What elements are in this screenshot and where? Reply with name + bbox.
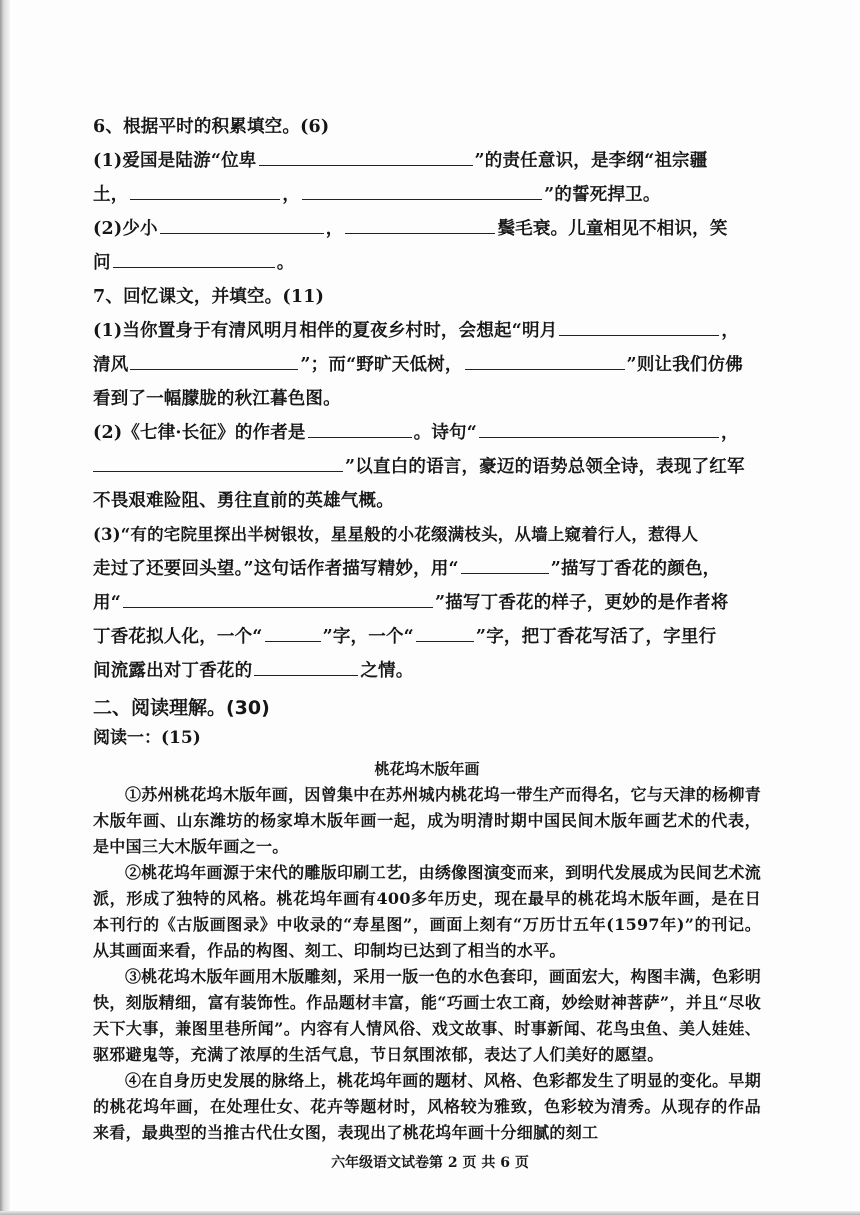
article-paragraph: ③桃花坞木版年画用木版雕刻，采用一版一色的水色套印，画面宏大，构图丰满，色彩明快，刻版精细，富有装饰性。作品题材丰富，能“巧画士农工商，妙绘财神菩萨”，并且“尽收天下大事，兼图里巷所闻”。内容有人情风俗、戏文故事、时事新闻、花鸟虫鱼、美人娃娃、驱邪避鬼等，充满了浓厚的生活气息，节日氛围浓郁，表达了人们美好的愿望。 [93,967,761,1064]
q6-text: (1)爱国是陆游“位卑 [93,151,257,171]
q7-title [93,280,761,314]
q7-line-2 [93,348,761,382]
q6-text: ， [325,219,344,239]
q7-line-6 [93,484,761,518]
q7-text: ”；而“野旷天低树， [300,355,463,375]
q6-text: 土， [93,185,129,205]
q7-line-7 [93,518,761,552]
answer-blank[interactable] [461,553,549,574]
q7-line-9 [93,586,761,620]
q7-text: (3)“有的宅院里探出半树银妆，星星般的小花缀满枝头，从墙上窥着行人，惹得人 [93,525,699,544]
q7-line-3 [93,382,761,416]
q6-text: 鬓毛衰。儿童相见不相识，笑 [497,219,728,239]
answer-blank[interactable] [160,213,324,234]
answer-blank[interactable] [345,213,495,234]
q7-text: ， [721,423,739,443]
answer-blank[interactable] [465,349,625,370]
answer-blank[interactable] [308,417,412,438]
article-paragraph: ①苏州桃花坞木版年画，因曾集中在苏州城内桃花坞一带生产而得名，它与天津的杨柳青木版年画、山东潍坊的杨家埠木版年画一起，成为明清时期中国民间木版年画艺术的代表，是中国三大木版年画之一。 [93,785,761,856]
page-footer: 六年级语文试卷第 2 页 共 6 页 [331,1155,529,1171]
q7-text: ”描写丁香花的颜色， [550,559,721,579]
answer-blank[interactable] [130,349,298,370]
q7-line-5 [93,450,761,484]
q7-line-8 [93,552,761,586]
q6-text: 。 [276,253,295,273]
q7-text: 不畏艰难险阻、勇往直前的英雄气概。 [93,491,394,511]
q7-text: ”字，一个“ [322,627,414,647]
q7-text: 。诗句“ [413,423,478,443]
answer-blank[interactable] [259,145,473,166]
answer-blank[interactable] [416,621,474,642]
q7-text: ”则让我们仿佛 [626,355,744,375]
q7-text: 之情。 [360,661,414,681]
q6-line-4 [93,246,761,280]
q7-text: ”字，把丁香花写活了，字里行 [475,627,717,647]
scan-left-edge [0,0,10,1215]
q7-text: (2)《七律·长征》的作者是 [93,423,306,443]
q6-text: ， [282,185,301,205]
q7-text: 清风 [93,355,129,375]
q6-line-3 [93,212,761,246]
q6-line-2 [93,178,761,212]
q6-text: (2)少小 [93,219,158,239]
q6-title [93,110,761,144]
answer-blank[interactable] [113,247,275,268]
article-paragraph: ②桃花坞年画源于宋代的雕版印刷工艺，由绣像图演变而来，到明代发展成为民间艺术流派，形成了独特的风格。桃花坞年画有400多年历史，现在最早的桃花坞木版年画，是在日本刊行的《古版画图录》中收录的“寿星图”，画面上刻有“万历廿五年(1597年)”的刊记。从其画面来看，作品的构图、刻工、印制均已达到了相当的水平。 [93,863,761,960]
q7-text: ”描写丁香花的样子，更妙的是作者将 [434,593,729,613]
q7-text: 看到了一幅朦胧的秋江暮色图。 [93,389,341,409]
reading-title: 阅读一：(15) [93,728,201,748]
scan-bottom-edge [0,1211,860,1215]
q7-text: 丁香花拟人化，一个“ [93,627,263,647]
answer-blank[interactable] [302,179,542,200]
q6-line-1 [93,144,761,178]
q7-line-10 [93,620,761,654]
answer-blank[interactable] [130,179,280,200]
answer-blank[interactable] [93,451,343,472]
answer-blank[interactable] [254,655,358,676]
answer-blank[interactable] [559,315,719,336]
q7-text: (1)当你置身于有清风明月相伴的夏夜乡村时，会想起“明月 [93,321,558,341]
q7-line-1 [93,314,761,348]
answer-blank[interactable] [479,417,719,438]
q7-text: 间流露出对丁香花的 [93,661,253,681]
q7-text: 走过了还要回头望。”这句话作者描写精妙，用“ [93,559,459,579]
answer-blank[interactable] [265,621,321,642]
q6-title-text: 6、根据平时的积累填空。(6) [93,117,330,137]
q7-title-text: 7、回忆课文，并填空。(11) [93,287,325,307]
q7-text: 用“ [93,593,121,613]
article-title: 桃花坞木版年画 [374,760,480,778]
q6-text: ”的责任意识，是李纲“祖宗疆 [474,151,708,171]
section-title: 二、阅读理解。(30) [93,697,270,719]
q6-text: 问 [93,253,111,273]
q7-line-4 [93,416,761,450]
q7-line-11 [93,654,761,688]
q7-text: ”以直白的语言，豪迈的语势总领全诗，表现了红军 [345,457,745,477]
answer-blank[interactable] [123,587,433,608]
page-content [93,110,761,1146]
q7-text: ， [721,321,740,341]
article-paragraph: ④在自身历史发展的脉络上，桃花坞年画的题材、风格、色彩都发生了明显的变化。早期的桃花坞年画，在处理仕女、花卉等题材时，风格较为雅致，色彩较为清秀。从现存的作品来看，最典型的当推古代仕女图，表现出了桃花坞年画十分细腻的刻工 [93,1071,761,1142]
q6-text: ”的誓死捍卫。 [544,185,661,205]
